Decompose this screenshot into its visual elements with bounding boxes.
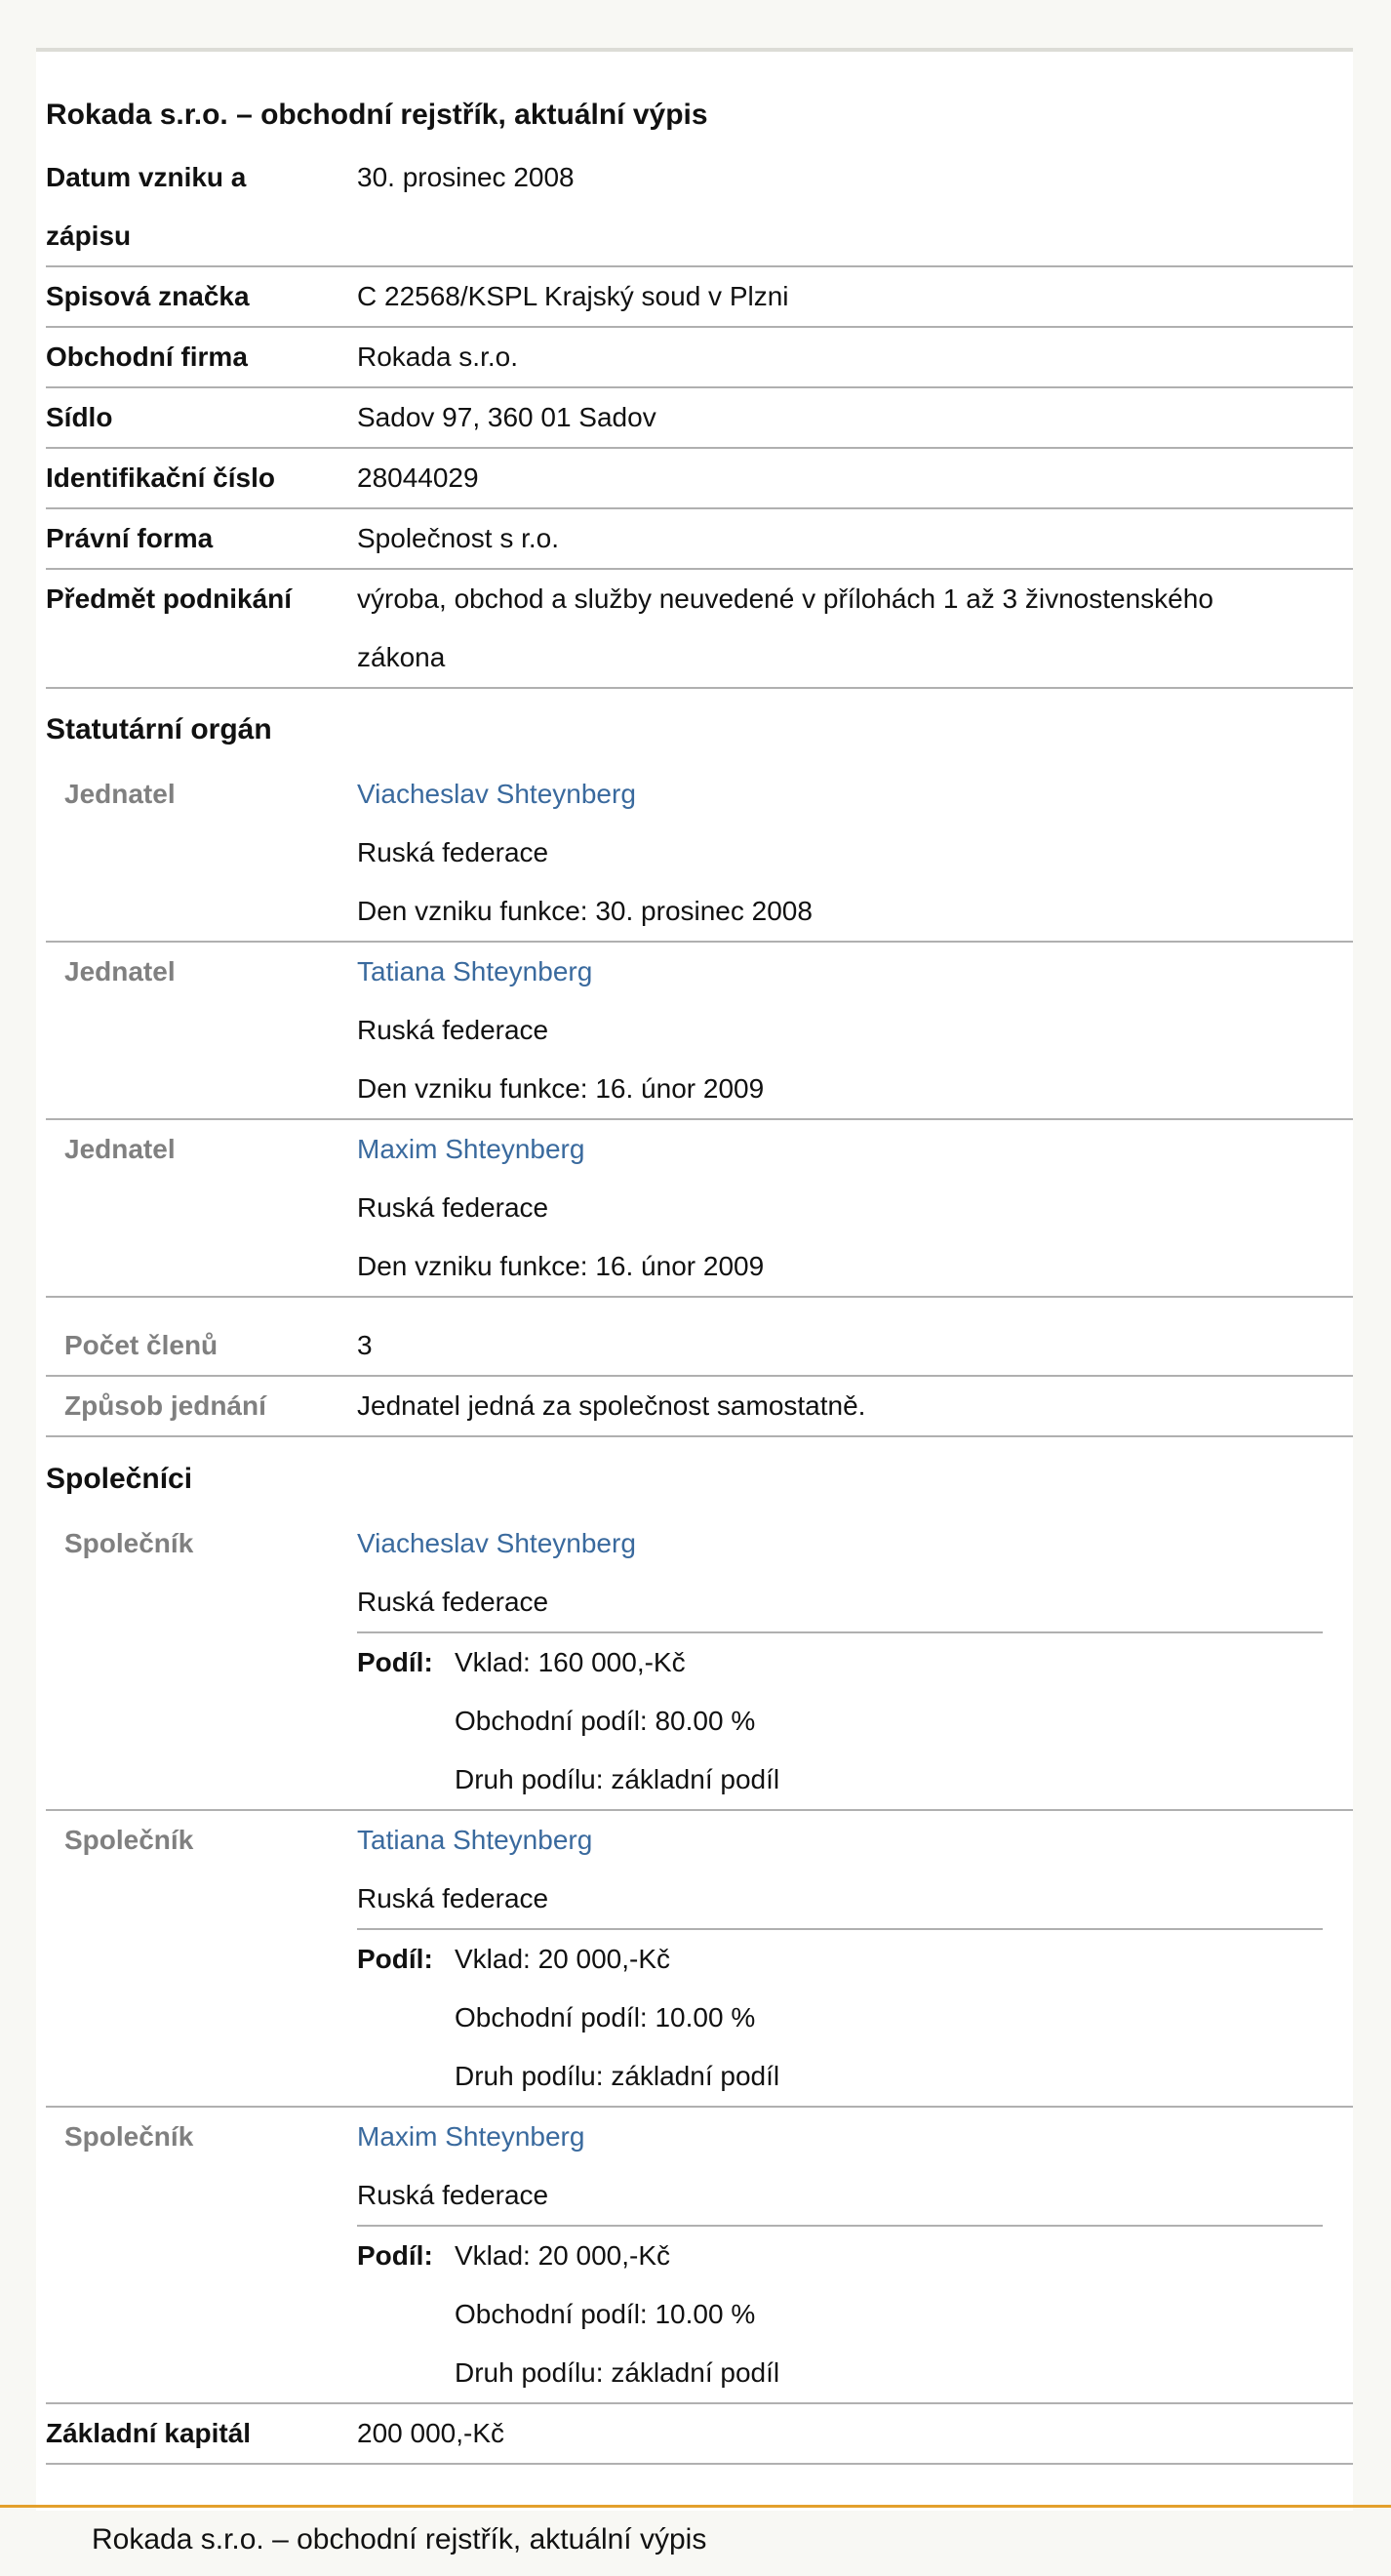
share-label: Podíl: xyxy=(357,1647,433,1677)
footer-title: Rokada s.r.o. – obchodní rejstřík, aktuální výpis xyxy=(92,2523,707,2556)
statutory-role: Jednatel xyxy=(64,956,176,986)
row-divider xyxy=(46,1118,1353,1120)
spis-value: C 22568/KSPL Krajský soud v Plzni xyxy=(357,281,789,311)
share-percent: Obchodní podíl: 10.00 % xyxy=(455,2002,756,2033)
statutory-role: Jednatel xyxy=(64,779,176,809)
row-divider xyxy=(46,1809,1353,1811)
member-since: Den vzniku funkce: 16. únor 2009 xyxy=(357,1073,765,1104)
partner-role: Společník xyxy=(64,1528,194,1558)
row-divider xyxy=(46,386,1353,388)
method-value: Jednatel jedná za společnost samostatně. xyxy=(357,1390,866,1421)
datum-value: 30. prosinec 2008 xyxy=(357,162,575,192)
count-value: 3 xyxy=(357,1330,373,1360)
row-divider xyxy=(46,2463,1353,2465)
forma-label: Právní forma xyxy=(46,523,214,553)
row-divider xyxy=(46,2106,1353,2108)
registry-extract xyxy=(36,52,1353,2511)
member-since: Den vzniku funkce: 30. prosinec 2008 xyxy=(357,896,813,926)
share-label: Podíl: xyxy=(357,1944,433,1974)
row-divider xyxy=(46,1435,1353,1437)
ico-value: 28044029 xyxy=(357,463,479,493)
predmet-value-line1: výroba, obchod a služby neuvedené v přílohách 1 až 3 živnostenského xyxy=(357,584,1213,614)
partner-role: Společník xyxy=(64,1825,194,1855)
partner-name-link[interactable]: Maxim Shteynberg xyxy=(357,2121,585,2152)
member-name-link[interactable]: Tatiana Shteynberg xyxy=(357,956,593,986)
sidlo-label: Sídlo xyxy=(46,402,113,432)
share-type: Druh podílu: základní podíl xyxy=(455,2357,780,2388)
partner-role: Společník xyxy=(64,2121,194,2152)
share-percent: Obchodní podíl: 10.00 % xyxy=(455,2299,756,2329)
row-divider xyxy=(46,1296,1353,1298)
spis-label: Spisová značka xyxy=(46,281,250,311)
forma-value: Společnost s r.o. xyxy=(357,523,560,553)
firma-label: Obchodní firma xyxy=(46,342,248,372)
row-divider xyxy=(46,941,1353,943)
member-country: Ruská federace xyxy=(357,837,549,867)
member-name-link[interactable]: Viacheslav Shteynberg xyxy=(357,779,636,809)
share-type: Druh podílu: základní podíl xyxy=(455,2061,780,2091)
datum-label-line1: Datum vzniku a xyxy=(46,162,247,192)
predmet-label: Předmět podnikání xyxy=(46,584,293,614)
share-deposit: Vklad: 20 000,-Kč xyxy=(455,2240,671,2271)
member-name-link[interactable]: Maxim Shteynberg xyxy=(357,1134,585,1164)
share-label: Podíl: xyxy=(357,2240,433,2271)
firma-value: Rokada s.r.o. xyxy=(357,342,518,372)
predmet-value-line2: zákona xyxy=(357,642,446,672)
member-country: Ruská federace xyxy=(357,1015,549,1045)
datum-label-line2: zápisu xyxy=(46,221,132,251)
partner-country: Ruská federace xyxy=(357,1587,549,1617)
row-divider xyxy=(46,507,1353,509)
partner-name-link[interactable]: Tatiana Shteynberg xyxy=(357,1825,593,1855)
share-deposit: Vklad: 160 000,-Kč xyxy=(455,1647,686,1677)
statutory-heading: Statutární orgán xyxy=(46,713,272,745)
member-since: Den vzniku funkce: 16. únor 2009 xyxy=(357,1251,765,1281)
footer-divider xyxy=(0,2505,1391,2508)
partner-country: Ruská federace xyxy=(357,2180,549,2210)
statutory-role: Jednatel xyxy=(64,1134,176,1164)
partner-country: Ruská federace xyxy=(357,1883,549,1913)
count-label: Počet členů xyxy=(64,1330,219,1360)
sidlo-value: Sadov 97, 360 01 Sadov xyxy=(357,402,656,432)
partners-heading: Společníci xyxy=(46,1463,193,1495)
capital-value: 200 000,-Kč xyxy=(357,2418,504,2448)
page-title: Rokada s.r.o. – obchodní rejstřík, aktuální výpis xyxy=(46,99,708,131)
share-percent: Obchodní podíl: 80.00 % xyxy=(455,1706,756,1736)
ico-label: Identifikační číslo xyxy=(46,463,275,493)
partner-name-link[interactable]: Viacheslav Shteynberg xyxy=(357,1528,636,1558)
row-divider xyxy=(46,687,1353,689)
share-deposit: Vklad: 20 000,-Kč xyxy=(455,1944,671,1974)
capital-label: Základní kapitál xyxy=(46,2418,252,2448)
method-label: Způsob jednání xyxy=(64,1390,266,1421)
share-type: Druh podílu: základní podíl xyxy=(455,1764,780,1794)
member-country: Ruská federace xyxy=(357,1192,549,1223)
